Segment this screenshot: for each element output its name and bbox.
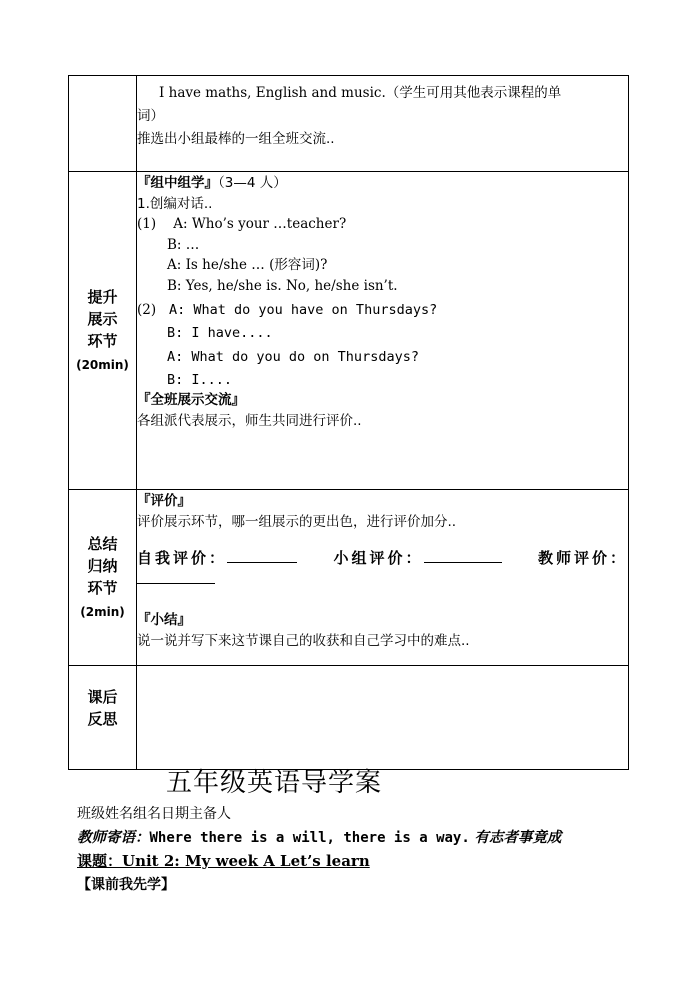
table-row-improve [69,172,629,490]
summary-label-1: 总结 [87,534,118,553]
dialogue-1-b2: B: Yes, he/she is. No, he/she isn’t. [167,277,398,294]
improve-content-cell [137,172,629,490]
table-row-intro [69,76,629,172]
intro-line-2: 词） [137,108,164,124]
self-eval-label: 自我评价： [137,549,228,567]
group-eval-label: 小组评价： [333,549,424,567]
dialogue-1-a1: A: Who’s your …teacher? [173,216,347,232]
summary-label-2: 归纳 [87,556,118,575]
summary-content-cell [137,490,629,666]
improve-label-cell [69,172,137,490]
dialogue-2-number: (2) [137,302,157,318]
summary-label-3: 环节 [87,578,118,597]
intro-label-cell [69,76,137,172]
dialogue-2-a2: A: What do you do on Thursdays? [167,349,419,365]
table-row-reflection [69,666,629,770]
task-text: 1.创编对话.. [137,195,213,212]
improve-time: (20min) [76,357,129,372]
document-title: 五年级英语导学案 [166,768,383,798]
dialogue-1-a1-line [137,214,628,235]
class-show-heading: 『全班展示交流』 [137,392,245,408]
intro-content-cell [137,76,629,172]
dialogue-2-b2: B: I.... [167,371,233,388]
summary-time: (2min) [80,604,125,619]
eval-heading: 『评价』 [137,493,191,509]
teacher-eval-label: 教师评价： [537,549,628,567]
reflection-label-1: 课后 [87,688,118,706]
motto-label: 教师寄语： [77,829,150,846]
intro-line-3: 推选出小组最棒的一组全班交流.. [137,131,335,147]
self-eval-group [137,547,297,569]
summary-text: 说一说并写下来这节课自己的收获和自己学习中的难点.. [137,633,470,649]
evaluation-fields [137,547,628,569]
summary-heading: 『小结』 [137,612,191,628]
group-study-heading: 『组中组学』 [137,175,218,191]
class-show-text: 各组派代表展示，师生共同进行评价.. [137,412,362,429]
group-eval-blank[interactable] [424,548,502,563]
lesson-plan-table [68,75,629,770]
dialogue-2-b1: B: I have.... [167,324,273,341]
dialogue-1-b1: B: … [167,236,200,253]
group-eval-group [333,547,501,569]
group-study-heading-line [137,173,628,194]
improve-label-2: 展示 [87,309,118,328]
summary-label-cell [69,490,137,666]
teacher-motto [77,826,561,847]
teacher-eval-blank[interactable] [137,569,215,584]
intro-line-1: I have maths, English and music.（学生可用其他表示课程的单 [159,85,562,101]
dialogue-1-a2: A: Is he/she … (形容词)? [167,257,328,273]
class-info-line: 班级姓名组名日期主备人 [77,806,231,822]
reflection-label-2: 反思 [87,710,118,728]
prestudy-heading: 【课前我先学】 [77,877,175,893]
improve-label-3: 环节 [87,331,118,350]
motto-text: Where there is a will, there is a way. [149,830,470,846]
eval-text: 评价展示环节，哪一组展示的更出色，进行评价加分.. [137,514,457,530]
reflection-content-cell[interactable] [137,666,629,770]
table-row-summary [69,490,629,666]
dialogue-2-a1: A: What do you have on Thursdays? [169,302,438,318]
dialogue-2-a1-line [137,300,628,321]
group-size: （3—4 人） [218,175,287,191]
reflection-label-cell [69,666,137,770]
lesson-topic: 课题：Unit 2: My week A Let’s learn [77,852,370,870]
dialogue-1-number: (1) [137,216,157,232]
motto-chinese: 有志者事竟成 [474,829,562,846]
improve-label-1: 提升 [87,287,118,306]
self-eval-blank[interactable] [227,548,297,563]
